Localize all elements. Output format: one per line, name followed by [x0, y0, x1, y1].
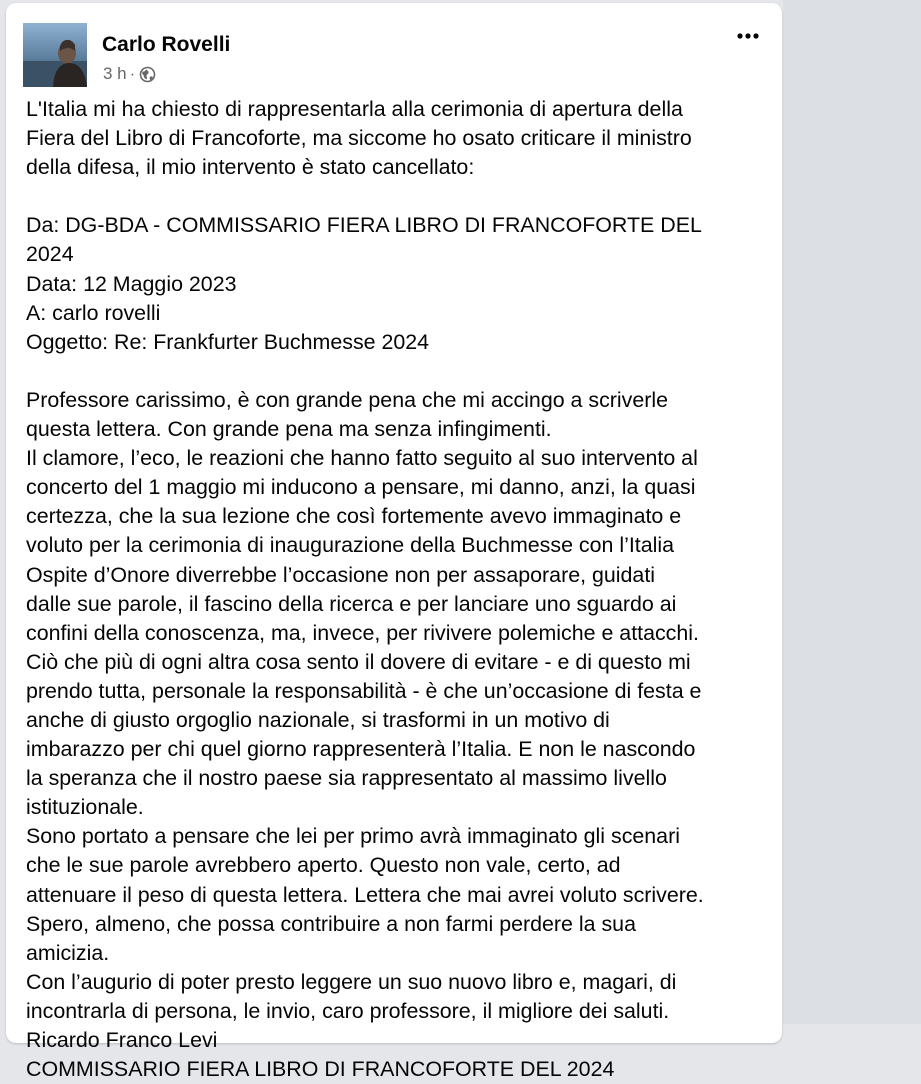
body-line: incontrarla di persona, le invio, caro professore, il migliore dei saluti.: [26, 998, 670, 1023]
body-line: concerto del 1 maggio mi inducono a pensare, mi danno, anzi, la quasi: [26, 475, 696, 500]
header-subject-line: Oggetto: Re: Frankfurter Buchmesse 2024: [26, 329, 430, 354]
header-from-line: 2024: [26, 242, 74, 267]
body-line: Sono portato a pensare che lei per primo avrà immaginato gli scenari: [26, 824, 680, 849]
letter-body: [26, 386, 776, 1084]
feed-background: [783, 0, 921, 1024]
header-from-line: Da: DG-BDA - COMMISSARIO FIERA LIBRO DI FRANCOFORTE DEL: [26, 213, 702, 238]
letter-intro: [26, 95, 776, 182]
intro-line: L'Italia mi ha chiesto di rappresentarla alla cerimonia di apertura della: [26, 97, 683, 121]
paragraph-spacer: [26, 182, 776, 211]
body-line: dalle sue parole, il fascino della ricerca e per lanciare uno sguardo ai: [26, 591, 677, 616]
body-line: imbarazzo per chi quel giorno rappresenterà l’Italia. E non le nascondo: [26, 737, 696, 762]
letter-header: [26, 211, 776, 356]
body-line: confini della conoscenza, ma, invece, per rivivere polemiche e attacchi.: [26, 620, 699, 645]
body-line: prendo tutta, personale la responsabilità - è che un’occasione di festa e: [26, 678, 702, 703]
signature-title: COMMISSARIO FIERA LIBRO DI FRANCOFORTE DEL 2024: [26, 1057, 615, 1082]
body-line: che le sue parole avrebbero aperto. Questo non vale, certo, ad: [26, 853, 621, 878]
meta-separator: ·: [129, 64, 136, 83]
body-line: Spero, almeno, che possa contribuire a non farmi perdere la sua: [26, 911, 636, 936]
author-name[interactable]: Carlo Rovelli: [102, 33, 231, 56]
body-line: Il clamore, l’eco, le reazioni che hanno fatto seguito al suo intervento al: [26, 446, 698, 471]
body-line: Con l’augurio di poter presto leggere un suo nuovo libro e, magari, di: [26, 969, 677, 994]
body-line: certezza, che la sua lezione che così fortemente avevo immaginato e: [26, 504, 682, 529]
intro-line: Fiera del Libro di Francoforte, ma siccome ho osato criticare il ministro: [26, 126, 692, 151]
post-text: [26, 95, 776, 1084]
header-date-line: Data: 12 Maggio 2023: [26, 271, 237, 296]
intro-line: della difesa, il mio intervento è stato cancellato:: [26, 155, 475, 180]
body-line: amicizia.: [26, 940, 110, 965]
body-line: la speranza che il nostro paese sia rappresentato al massimo livello: [26, 766, 667, 791]
body-line: anche di giusto orgoglio nazionale, si trasformi in un motivo di: [26, 707, 610, 732]
post-timestamp[interactable]: 3 h: [103, 64, 127, 83]
body-line: istituzionale.: [26, 795, 144, 820]
body-line: Ospite d’Onore diverrebbe l’occasione non per assaporare, guidati: [26, 562, 656, 587]
author-avatar[interactable]: [23, 23, 87, 87]
body-line: voluto per la cerimonia di inaugurazione della Buchmesse con l’Italia: [26, 533, 675, 558]
signature-name: Ricardo Franco Levi: [26, 1028, 218, 1052]
header-to-line: A: carlo rovelli: [26, 300, 161, 325]
post-meta: [103, 63, 156, 85]
body-line: attenuare il peso di questa lettera. Lettera che mai avrei voluto scrivere.: [26, 882, 704, 907]
more-horizontal-icon[interactable]: [726, 21, 770, 51]
body-line: Ciò che più di ogni altra cosa sento il dovere di evitare - e di questo mi: [26, 649, 691, 674]
body-line: questa lettera. Con grande pena ma senza infingimenti.: [26, 417, 552, 442]
globe-icon[interactable]: [139, 66, 156, 83]
post-card: [6, 3, 782, 1082]
body-line: Professore carissimo, è con grande pena che mi accingo a scriverle: [26, 387, 669, 412]
paragraph-spacer: [26, 357, 776, 386]
